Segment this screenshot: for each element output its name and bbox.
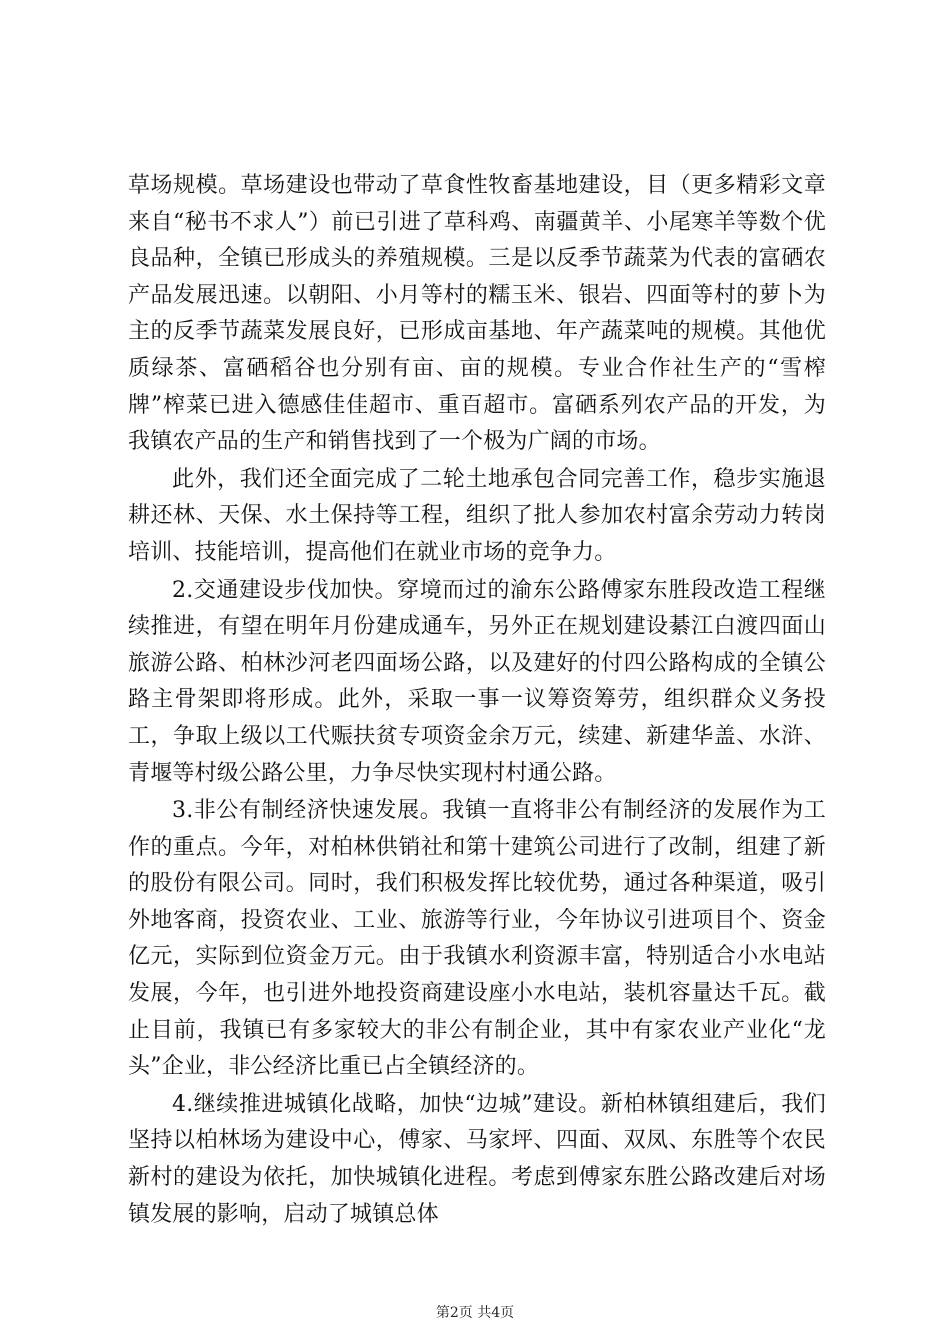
document-body — [128, 168, 826, 1233]
paragraph-transport: 2.交通建设步伐加快。穿境而过的渝东公路傅家东胜段改造工程继续推进，有望在明年月份建成通车，另外正在规划建设綦江白渡四面山旅游公路、柏林沙河老四面场公路，以及建好的付四公路构成的全镇公路主骨架即将形成。此外，采取一事一议筹资筹劳，组织群众义务投工，争取上级以工代赈扶贫专项资金余万元，续建、新建华盖、水浒、青堰等村级公路公里，力争尽快实现村村通公路。 — [128, 577, 826, 786]
paragraph-private-economy: 3.非公有制经济快速发展。我镇一直将非公有制经济的发展作为工作的重点。今年，对柏林供销社和第十建筑公司进行了改制，组建了新的股份有限公司。同时，我们积极发挥比较优势，通过各种渠道，吸引外地客商，投资农业、工业、旅游等行业，今年协议引进项目个、资金亿元，实际到位资金万元。由于我镇水利资源丰富，特别适合小水电站发展，今年，也引进外地投资商建设座小水电站，装机容量达千瓦。截止目前，我镇已有多家较大的非公有制企业，其中有家农业产业化“龙头”企业，非公经济比重已占全镇经济的。 — [128, 798, 826, 1080]
paragraph-land-contract: 此外，我们还全面完成了二轮土地承包合同完善工作，稳步实施退耕还林、天保、水土保持等工程，组织了批人参加农村富余劳动力转岗培训、技能培训，提高他们在就业市场的竞争力。 — [128, 466, 826, 565]
page-footer — [0, 1302, 950, 1322]
paragraph-grassland: 草场规模。草场建设也带动了草食性牧畜基地建设，目（更多精彩文章来自“秘书不求人”）前已引进了草科鸡、南疆黄羊、小尾寒羊等数个优良品种，全镇已形成头的养殖规模。三是以反季节蔬菜为代表的富硒农产品发展迅速。以朝阳、小月等村的糯玉米、银岩、四面等村的萝卜为主的反季节蔬菜发展良好，已形成亩基地、年产蔬菜吨的规模。其他优质绿茶、富硒稻谷也分别有亩、亩的规模。专业合作社生产的“雪榨牌”榨菜已进入德感佳佳超市、重百超市。富硒系列农产品的开发，为我镇农产品的生产和销售找到了一个极为广阔的市场。 — [128, 173, 826, 455]
page-number-label: 第2页 共4页 — [435, 1305, 515, 1321]
paragraph-urbanization: 4.继续推进城镇化战略，加快“边城”建设。新柏林镇组建后，我们坚持以柏林场为建设中心，傅家、马家坪、四面、双凤、东胜等个农民新村的建设为依托，加快城镇化进程。考虑到傅家东胜公路改建后对场镇发展的影响，启动了城镇总体 — [128, 1091, 826, 1227]
